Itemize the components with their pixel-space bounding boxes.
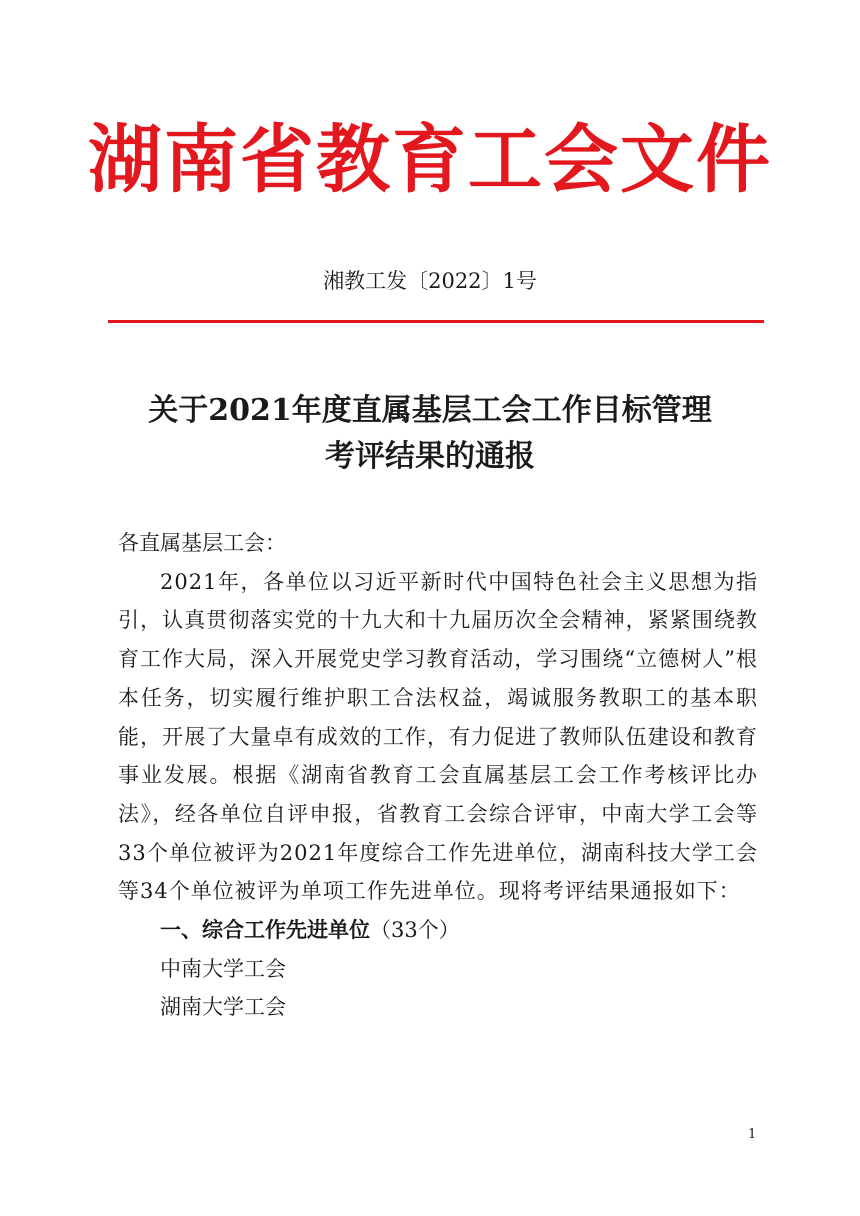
list-item: 中南大学工会 <box>160 956 286 981</box>
section-heading-title: 一、综合工作先进单位 <box>160 918 370 943</box>
document-number: 湘教工发〔2022〕1号 <box>323 269 537 293</box>
title-line-1: 关于2021年度直属基层工会工作目标管理 <box>148 393 712 428</box>
document-body <box>118 524 758 1027</box>
title-line-2: 考评结果的通报 <box>325 439 535 474</box>
section-heading-count: （33个） <box>370 918 460 943</box>
document-masthead: 湖南省教育工会文件 <box>88 117 772 203</box>
page-number: 1 <box>748 1127 757 1142</box>
list-item: 湖南大学工会 <box>160 995 286 1020</box>
red-divider-line <box>108 320 764 323</box>
section-heading <box>118 911 758 950</box>
body-paragraph: 2021年，各单位以习近平新时代中国特色社会主义思想为指引，认真贯彻落实党的十九大和十九届历次全会精神，紧紧围绕教育工作大局，深入开展党史学习教育活动，学习围绕“立德树人”根本任务，切实履行维护职工合法权益，竭诚服务教职工的基本职能，开展了大量卓有成效的工作，有力促进了教师队伍建设和教育事业发展。根据《湖南省教育工会直属基层工会工作考核评比办法》，经各单位自评申报，省教育工会综合评审，中南大学工会等33个单位被评为2021年度综合工作先进单位，湖南科技大学工会等34个单位被评为单项工作先进单位。现将考评结果通报如下： <box>118 569 758 904</box>
document-title <box>0 388 860 480</box>
salutation: 各直属基层工会： <box>118 531 286 555</box>
